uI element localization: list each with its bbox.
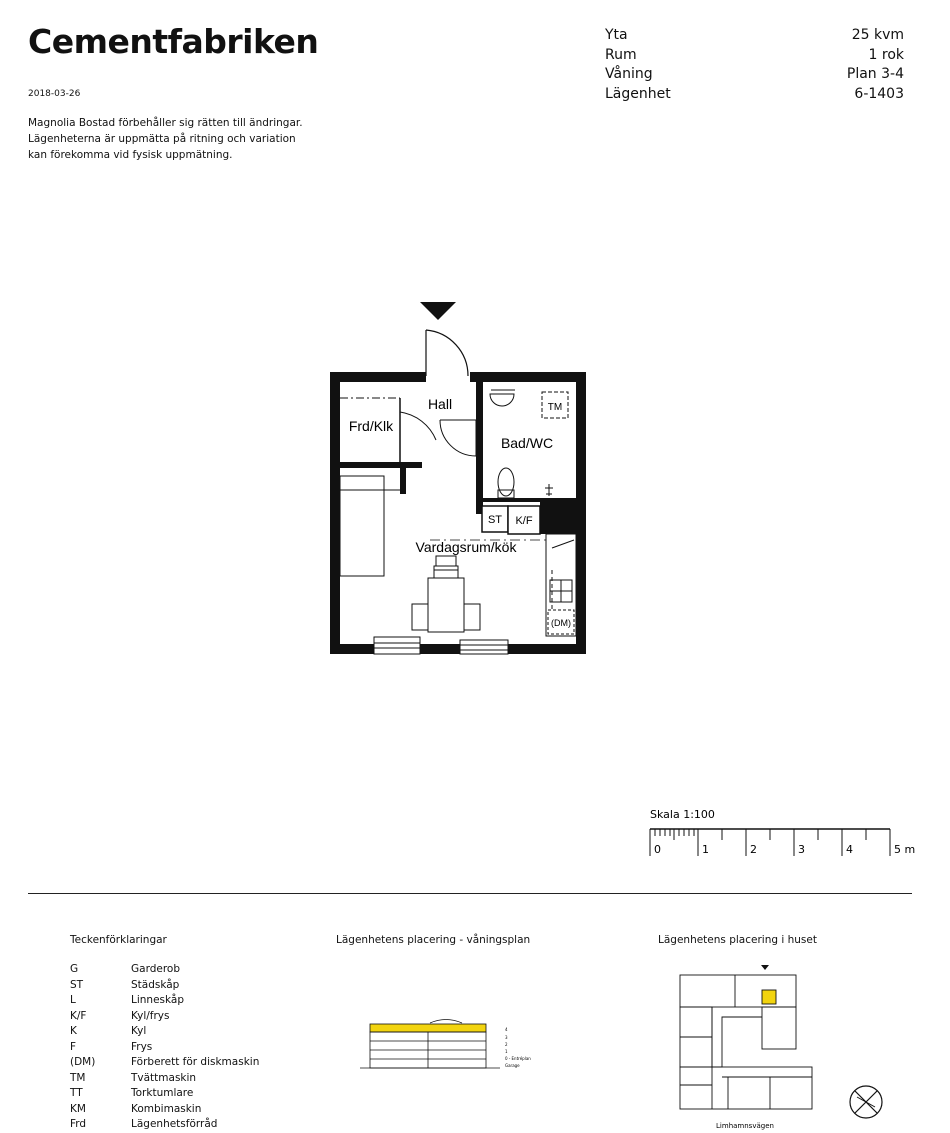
level-label: Garage: [505, 1063, 520, 1068]
scale-tick-label: 4: [846, 843, 853, 856]
level-label: 1: [505, 1049, 508, 1054]
building-floors: [370, 1032, 486, 1068]
level-label: 4: [505, 1027, 508, 1032]
washer-label: TM: [547, 402, 563, 413]
scale-tick-label: 2: [750, 843, 757, 856]
highlighted-floor: [370, 1024, 486, 1032]
cleaning-closet-label: ST: [487, 514, 503, 526]
floor-section-diagram: [355, 1005, 555, 1075]
legend-desc: Frys: [131, 1040, 153, 1053]
legend-code: L: [70, 994, 76, 1006]
dishwasher-label: (DM): [551, 618, 571, 628]
legend-item: [70, 1117, 259, 1133]
info-labels: [605, 26, 671, 104]
legend-desc: Garderob: [131, 963, 181, 975]
legend-code: F: [70, 1040, 77, 1053]
legend-item: [70, 1071, 259, 1087]
floor-drain-icon: [545, 484, 553, 496]
scale-tick-label: 0: [654, 843, 661, 856]
street-name: Limhamnsvägen: [716, 1122, 774, 1130]
legend-list: [70, 962, 259, 1133]
info-label-area: Yta: [605, 27, 628, 43]
legend-item: [70, 978, 259, 994]
legend-desc: Förberett för diskmaskin: [131, 1056, 260, 1068]
storage-door-icon: [400, 412, 436, 458]
legend-code: Frd: [70, 1118, 87, 1130]
legend-code: TT: [70, 1087, 83, 1099]
room-label-hall: Hall: [427, 396, 453, 412]
scale-bar: [640, 800, 920, 860]
legend-desc: Kyl/frys: [131, 1009, 170, 1022]
disclaimer-text: [28, 115, 368, 163]
info-value-area: 25 kvm: [851, 27, 904, 43]
legend-desc: Torktumlare: [131, 1087, 194, 1099]
level-label: 3: [505, 1035, 508, 1040]
north-compass-icon: [848, 1084, 884, 1120]
level-label: 2: [505, 1042, 508, 1047]
scale-tick-label: 3: [798, 843, 805, 856]
legend-item: [70, 1040, 259, 1056]
legend-code: TM: [70, 1071, 86, 1084]
legend-item: [70, 1009, 259, 1025]
legend-desc: Städskåp: [131, 978, 180, 991]
project-title: Cementfabriken: [28, 22, 319, 61]
legend-desc: Tvättmaskin: [131, 1071, 197, 1084]
toilet-icon: [498, 468, 514, 496]
scale-label: Skala 1:100: [650, 808, 715, 821]
entrance-arrow-icon: [761, 965, 769, 970]
legend-desc: Kombimaskin: [131, 1102, 202, 1115]
info-label-rooms: Rum: [605, 46, 637, 63]
legend-desc: Lägenhetsförråd: [131, 1118, 218, 1130]
scale-ticks: [650, 829, 890, 856]
building-outline: [680, 975, 812, 1109]
disclaimer-line: Magnolia Bostad förbehåller sig rätten till ändringar.: [28, 117, 303, 129]
legend-code: (DM): [70, 1056, 96, 1068]
legend-desc: Linneskåp: [131, 994, 185, 1006]
fridge-freezer-label: K/F: [515, 515, 533, 527]
info-value-apartment: 6-1403: [854, 85, 904, 102]
floor-plan-drawing: [320, 290, 600, 670]
house-placement-title: Lägenhetens placering i huset: [658, 934, 817, 946]
room-label-storage: Frd/Klk: [348, 418, 394, 434]
legend-code: G: [70, 963, 79, 975]
entry-door-icon: [426, 330, 468, 376]
info-value-rooms: 1 rok: [868, 46, 904, 63]
legend-item: [70, 1102, 259, 1118]
disclaimer-line: Lägenheterna är uppmätta på ritning och variation: [28, 133, 296, 145]
info-label-apartment: Lägenhet: [605, 85, 671, 102]
floor-placement-title: Lägenhetens placering - våningsplan: [336, 934, 531, 946]
info-label-floor: Våning: [605, 66, 653, 82]
scale-tick-label: 5 m: [894, 843, 916, 856]
legend-item: [70, 1055, 259, 1071]
legend-code: K: [70, 1025, 77, 1037]
legend-item: [70, 1024, 259, 1040]
washbasin-icon: [490, 394, 514, 406]
legend-item: [70, 1086, 259, 1102]
info-values: [760, 26, 904, 104]
room-label-living: Vardagsrum/kök: [415, 539, 517, 555]
legend-code: KM: [70, 1102, 86, 1115]
window: [374, 637, 420, 654]
dining-table-icon: [412, 556, 480, 632]
legend-item: [70, 962, 259, 978]
info-value-floor: Plan 3-4: [846, 66, 904, 82]
legend-code: ST: [70, 978, 84, 991]
legend-item: [70, 993, 259, 1009]
plan-date: 2018-03-26: [28, 89, 81, 99]
bed-icon: [340, 476, 400, 576]
level-label: 0 - Entréplan: [505, 1056, 531, 1061]
room-label-bathroom: Bad/WC: [500, 435, 554, 451]
bathroom-door-icon: [440, 420, 476, 456]
legend-desc: Kyl: [131, 1025, 147, 1037]
legend-title: Teckenförklaringar: [70, 934, 167, 946]
highlighted-apartment: [762, 990, 776, 1004]
scale-tick-label: 1: [702, 843, 709, 856]
disclaimer-line: kan förekomma vid fysisk uppmätning.: [28, 149, 233, 161]
legend-code: K/F: [70, 1009, 87, 1022]
section-divider: [28, 893, 912, 894]
entrance-arrow-icon: [420, 302, 456, 320]
window: [460, 640, 508, 654]
